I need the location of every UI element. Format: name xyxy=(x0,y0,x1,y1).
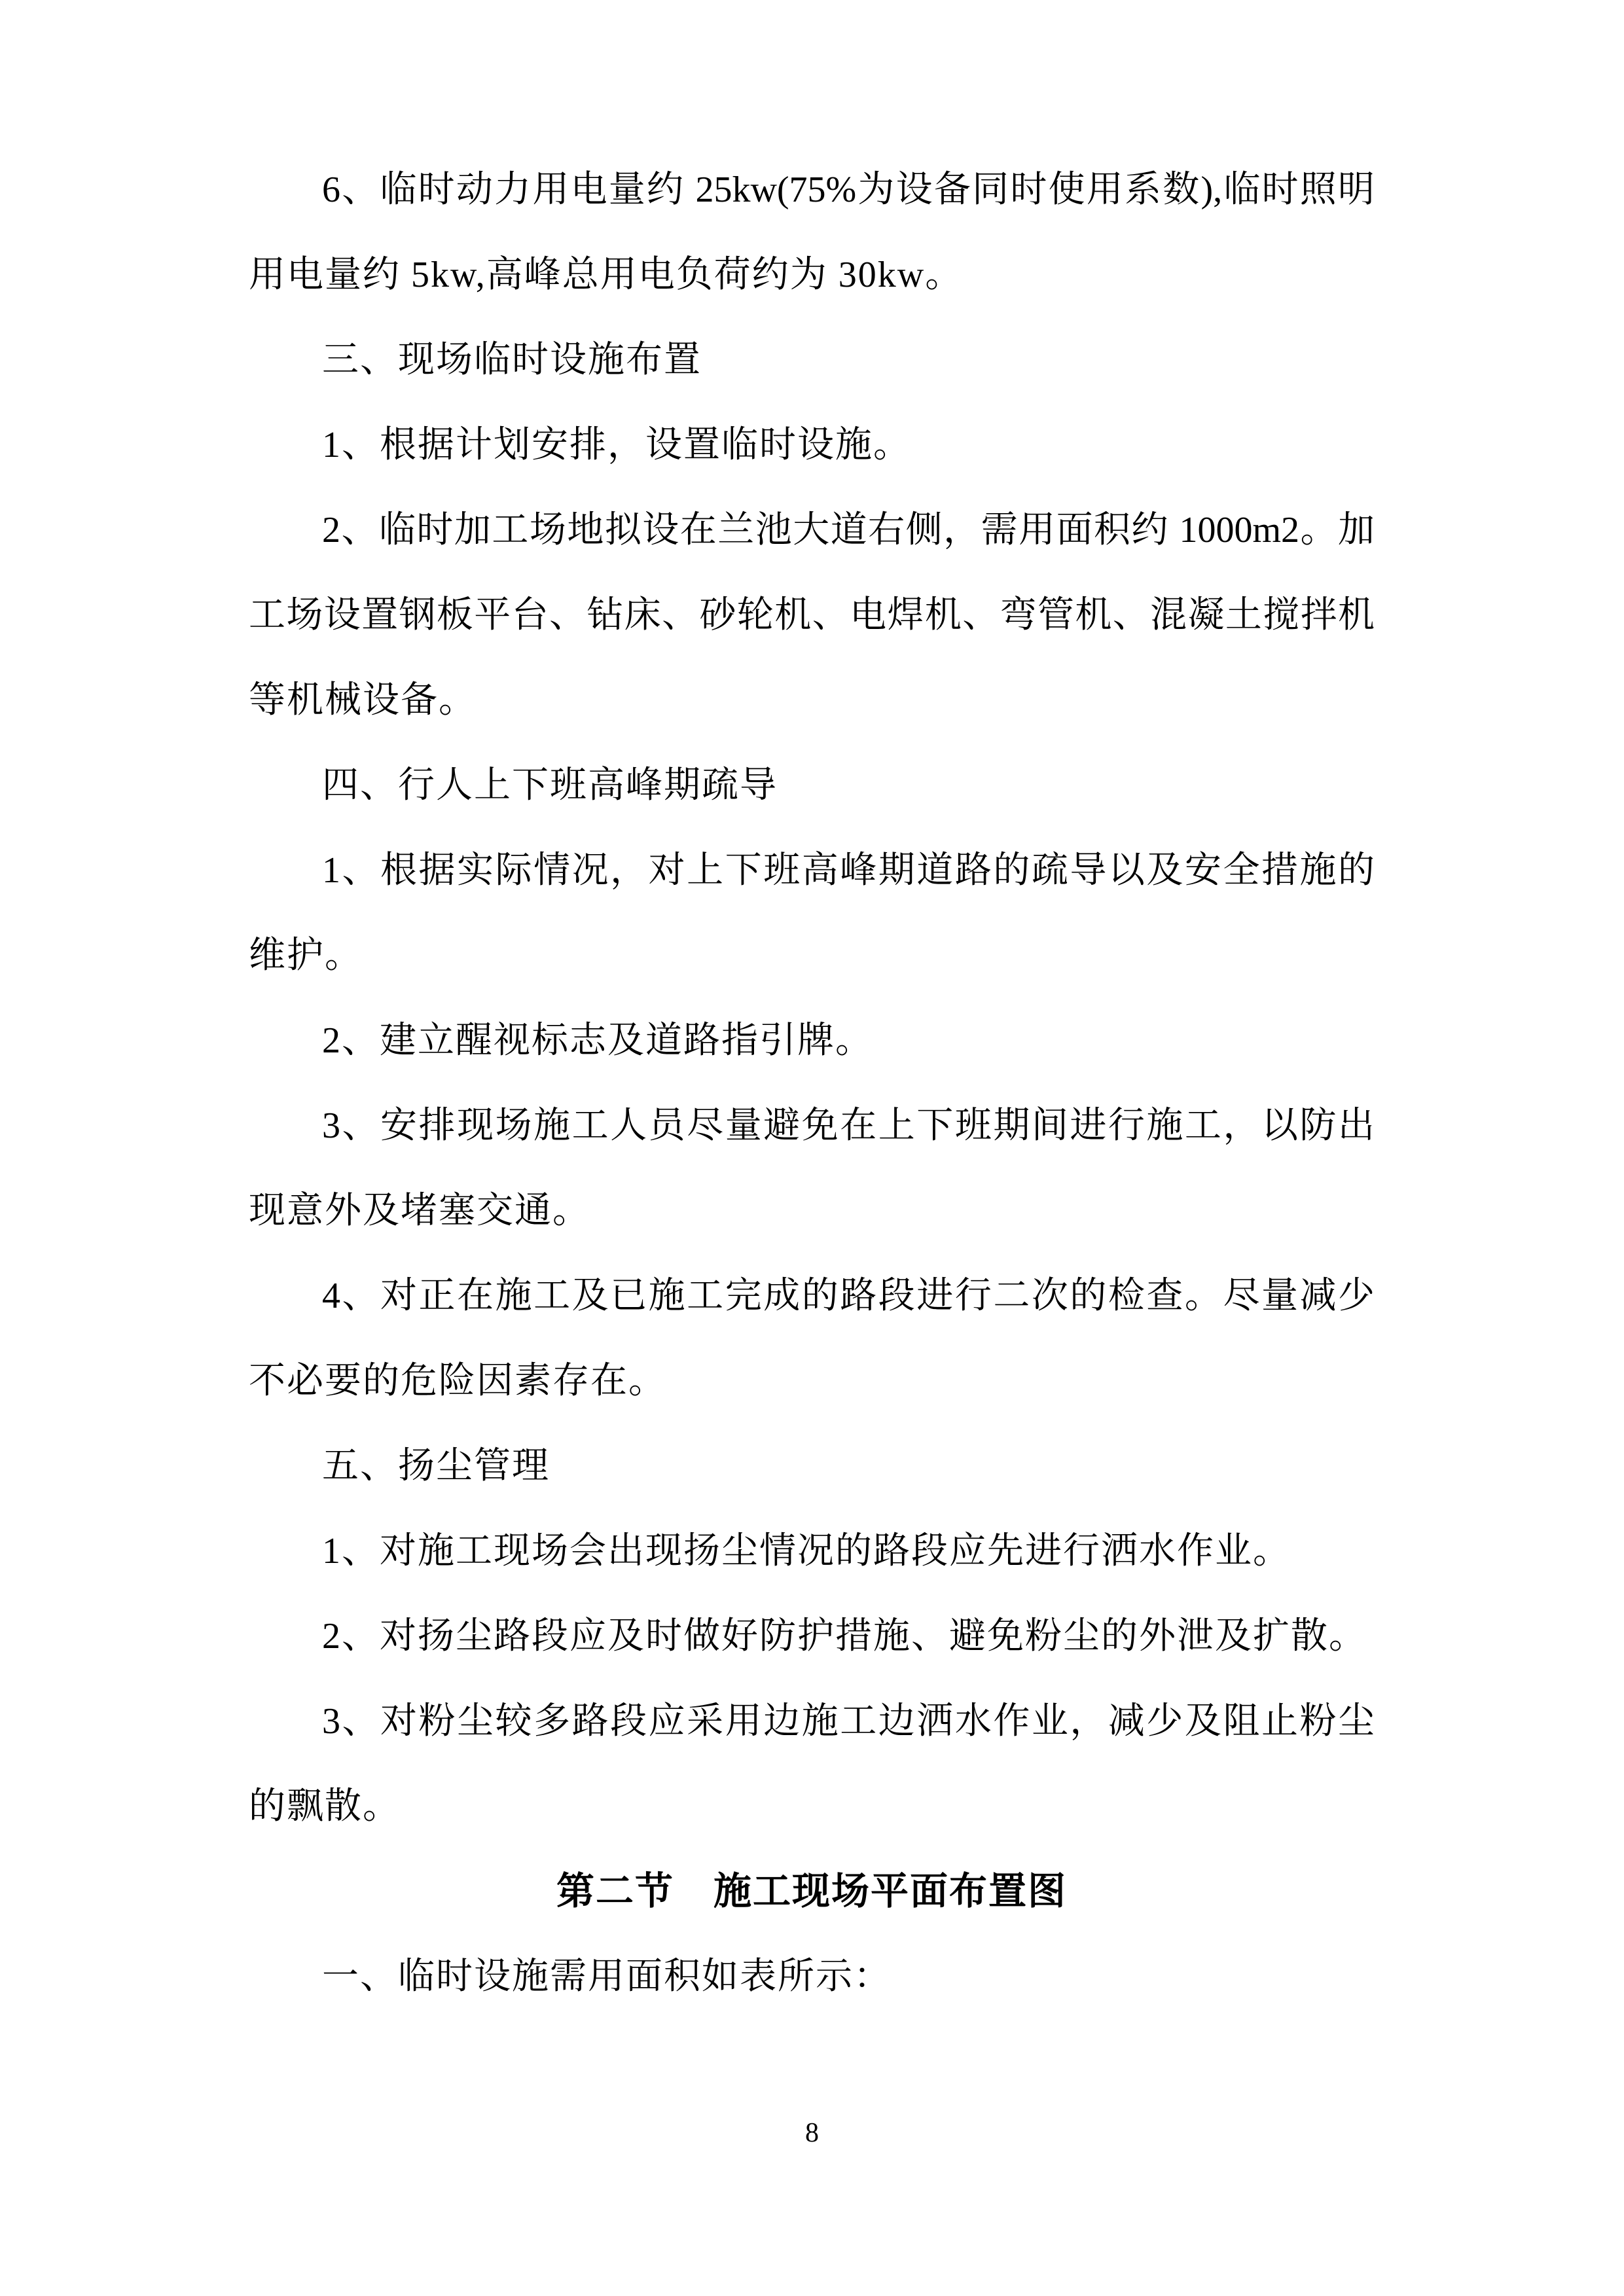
page-number: 8 xyxy=(805,2118,819,2148)
body-text-line: 4、对正在施工及已施工完成的路段进行二次的检查。尽量减少 xyxy=(322,1276,1375,1316)
body-text-line: 工场设置钢板平台、钻床、砂轮机、电焊机、弯管机、混凝土搅拌机 xyxy=(249,595,1375,636)
body-text-line: 3、安排现场施工人员尽量避免在上下班期间进行施工，以防出 xyxy=(322,1105,1375,1146)
body-text-line: 用电量约 5kw,高峰总用电负荷约为 30kw。 xyxy=(249,255,964,295)
body-text-line: 一、临时设施需用面积如表所示： xyxy=(322,1956,892,1997)
body-text-line: 1、对施工现场会出现扬尘情况的路段应先进行洒水作业。 xyxy=(322,1531,1291,1571)
body-text-line: 的飘散。 xyxy=(249,1786,401,1827)
body-text-line: 1、根据实际情况，对上下班高峰期道路的疏导以及安全措施的 xyxy=(322,850,1375,891)
body-text-line: 等机械设备。 xyxy=(249,680,477,721)
text-block xyxy=(249,147,1375,2019)
body-text-line: 四、行人上下班高峰期疏导 xyxy=(322,765,778,806)
body-text-line: 1、根据计划安排，设置临时设施。 xyxy=(322,425,911,465)
body-text-line: 不必要的危险因素存在。 xyxy=(249,1361,666,1401)
body-text-line: 6、临时动力用电量约 25kw(75%为设备同时使用系数),临时照明 xyxy=(322,170,1375,210)
body-text-line: 2、对扬尘路段应及时做好防护措施、避免粉尘的外泄及扩散。 xyxy=(322,1616,1367,1657)
section-heading: 第二节 施工现场平面布置图 xyxy=(556,1870,1067,1912)
body-text-line: 2、临时加工场地拟设在兰池大道右侧，需用面积约 1000m2。加 xyxy=(322,510,1375,550)
body-text-line: 3、对粉尘较多路段应采用边施工边洒水作业，减少及阻止粉尘 xyxy=(322,1701,1375,1742)
body-text-line: 五、扬尘管理 xyxy=(322,1446,550,1486)
body-text-line: 2、建立醒视标志及道路指引牌。 xyxy=(322,1020,873,1061)
body-text-line: 现意外及堵塞交通。 xyxy=(249,1191,590,1231)
body-text-line: 维护。 xyxy=(249,935,363,976)
body-text-line: 三、现场临时设施布置 xyxy=(322,340,702,380)
